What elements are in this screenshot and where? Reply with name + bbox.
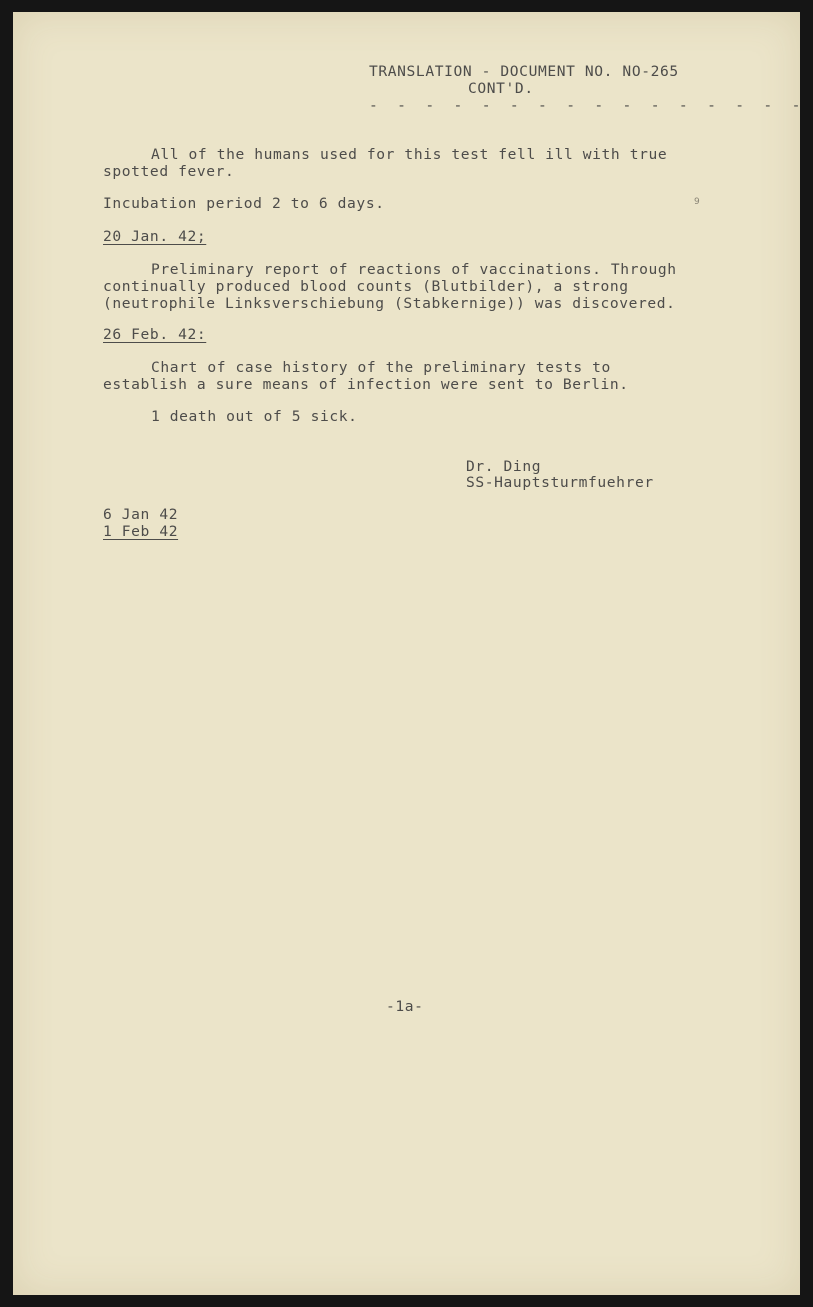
margin-mark: 9 xyxy=(694,197,700,207)
entry-line: 1 death out of 5 sick. xyxy=(151,408,358,425)
entry-line: Chart of case history of the preliminary tests to xyxy=(151,359,611,376)
entry-line: establish a sure means of infection were sent to Berlin. xyxy=(103,376,629,393)
paragraph-line: All of the humans used for this test fell ill with true xyxy=(151,146,668,163)
footer-date: 6 Jan 42 xyxy=(103,506,179,523)
entry-line: Preliminary report of reactions of vaccinations. Through xyxy=(151,261,677,278)
entry-line: continually produced blood counts (Blutbilder), a strong xyxy=(103,278,629,295)
footer-date: 1 Feb 42 xyxy=(103,523,179,540)
document-title: TRANSLATION - DOCUMENT NO. NO-265 xyxy=(369,63,679,80)
entry-date: 20 Jan. 42; xyxy=(103,228,207,245)
paragraph-line: spotted fever. xyxy=(103,163,235,180)
header-divider: - - - - - - - - - - - - - - - - xyxy=(369,97,806,114)
document-continued-label: CONT'D. xyxy=(468,80,534,97)
entry-line: (neutrophile Linksverschiebung (Stabkernige)) was discovered. xyxy=(103,295,676,312)
entry-date: 26 Feb. 42: xyxy=(103,326,207,343)
signature-rank: SS-Hauptsturmfuehrer xyxy=(466,474,654,491)
signature-name: Dr. Ding xyxy=(466,458,542,475)
page-number: -1a- xyxy=(386,998,424,1015)
incubation-line: Incubation period 2 to 6 days. xyxy=(103,195,385,212)
